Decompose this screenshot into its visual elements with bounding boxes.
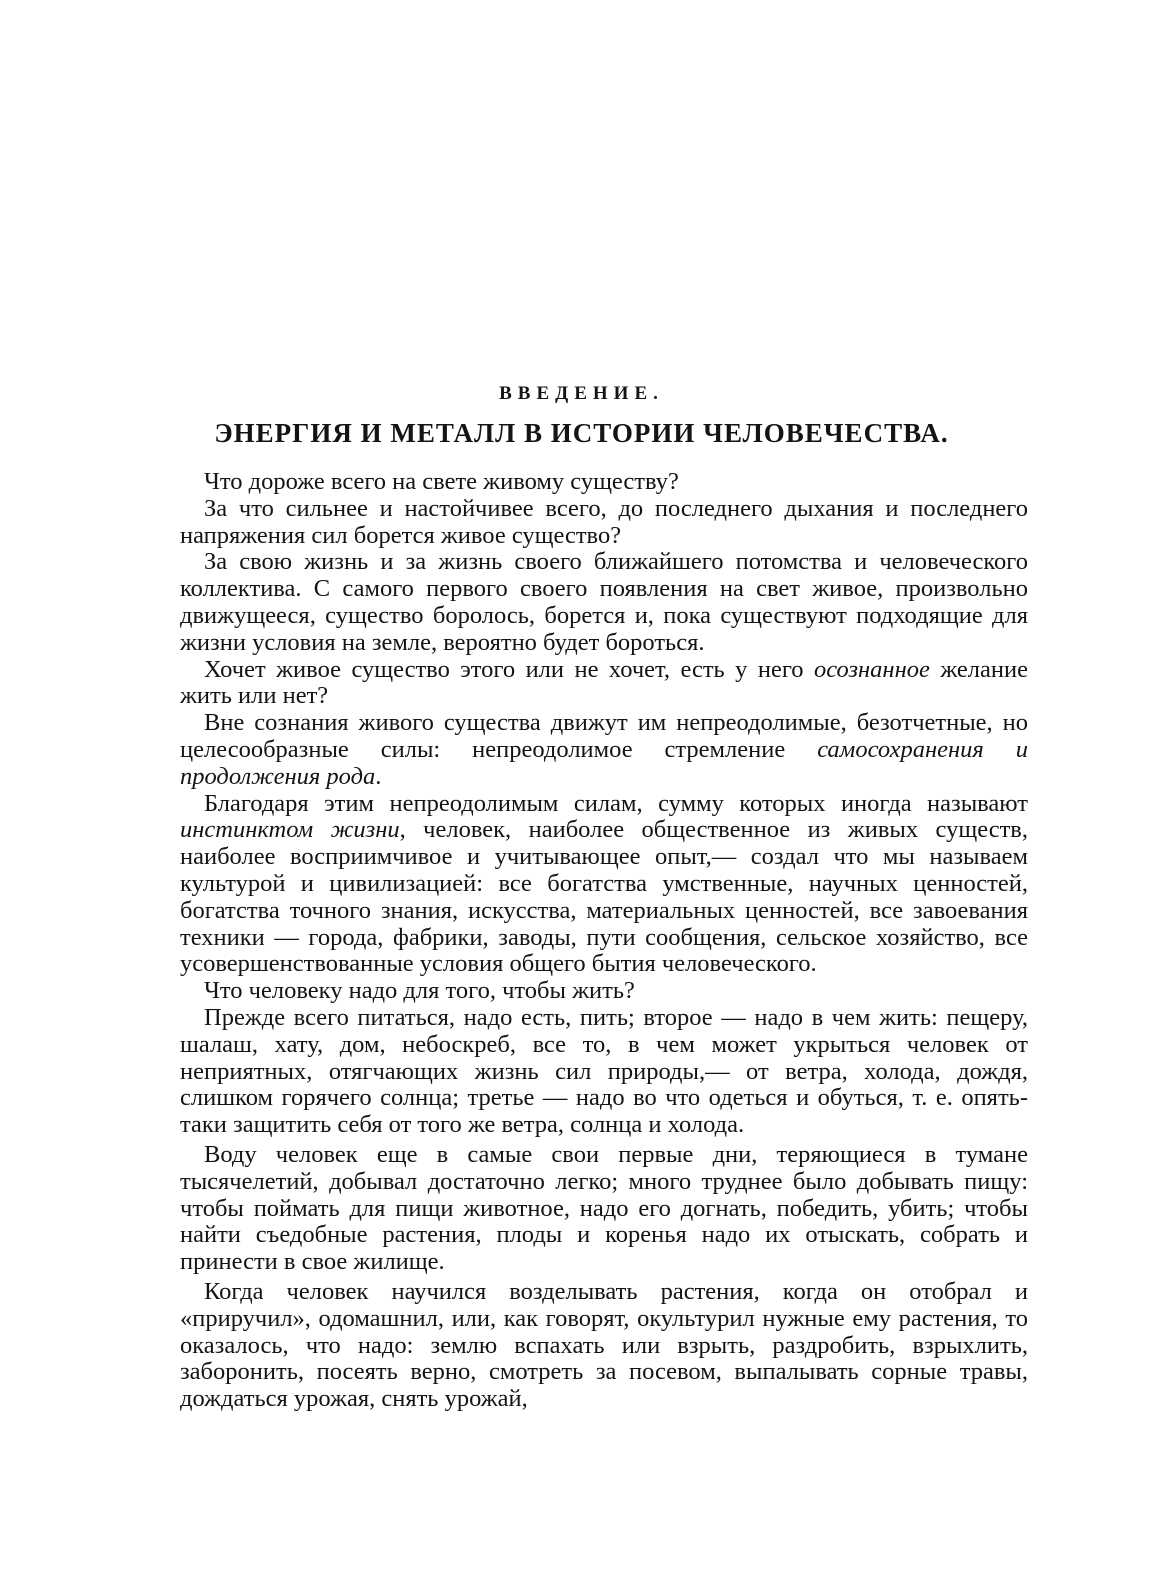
body-text (180, 469, 1028, 1413)
paragraph-9: Воду человек еще в самые свои первые дни, теряющиеся в тумане тысячелетий, добывал достаточно легко; много труднее было добывать пищу: чтобы поймать для пищи животное, надо его догнать, победить, убить; чтобы найти съедобные растения, плоды и коренья надо их отыскать, собрать и принести в свое жилище. (180, 1140, 1028, 1276)
paragraph-6-emphasis: инстинктом жизни (180, 816, 400, 844)
paragraph-4-emphasis: осознанное (814, 655, 930, 683)
paragraph-5 (180, 710, 1028, 790)
paragraph-7: Что человеку надо для того, чтобы жить? (204, 977, 635, 1005)
paragraph-3: За свою жизнь и за жизнь своего ближайшего потомства и человеческого коллектива. С самого первого своего появления на свет живое, произвольно движущееся, существо боролось, борется и, пока существуют подходящие для жизни условия на земле, вероятно будет бороться. (180, 548, 1028, 656)
paragraph-4 (180, 657, 1028, 711)
paragraph-6 (180, 791, 1028, 979)
paragraph-5-emphasis: самосохранения и продолжения рода (180, 735, 1028, 790)
paragraph-5-text-a: Вне сознания живого существа движут им непреодолимые, безотчетные, но целесообразные силы: непреодолимое стремление (180, 709, 1028, 763)
paragraph-5-text-b: . (375, 762, 382, 790)
chapter-title: ЭНЕРГИЯ И МЕТАЛЛ В ИСТОРИИ ЧЕЛОВЕЧЕСТВА. (214, 418, 949, 448)
paragraph-2: За что сильнее и настойчивее всего, до последнего дыхания и последнего напряжения сил борется живое существо? (180, 494, 1028, 549)
paragraph-1: Что дороже всего на свете живому существу? (204, 468, 679, 495)
paragraph-6-text-b: , человек, наиболее общественное из живых существ, наиболее восприимчивое и учитывающее опыт,— создал что мы называем культурой и цивилизацией: все богатства умственные, научных ценностей, богатства точного знания, искусства, материальных ценностей, все завоевания техники — города, фабрики, заводы, пути сообщения, сельское хозяйство, все усовершенствованные условия общего бытия человеческого. (180, 816, 1028, 978)
paragraph-4-text-a: Хочет живое существо этого или не хочет, есть у него (204, 655, 815, 683)
paragraph-6-text-a: Благодаря этим непреодолимым силам, сумму которых иногда называют (204, 789, 1028, 817)
paragraph-4-text-b: желание жить или нет? (180, 655, 1028, 710)
paragraph-10: Когда человек научился возделывать растения, когда он отобрал и «приручил», одомашнил, или, как говорят, окультурил нужные ему растения, то оказалось, что надо: землю вспахать или взрыть, раздробить, взрыхлить, заборонить, посеять верно, смотреть за посевом, выпалывать сорные травы, дождаться урожая, снять урожай, (180, 1277, 1028, 1413)
section-label: ВВЕДЕНИЕ. (499, 383, 664, 404)
paragraph-8: Прежде всего питаться, надо есть, пить; второе — надо в чем жить: пещеру, шалаш, хату, дом, небоскреб, все то, в чем может укрыться человек от неприятных, отягчающих жизнь сил природы,— от ветра, холода, дождя, слишком горячего солнца; третье — надо во что одеться и обуться, т. е. опять-таки защитить себя от того же ветра, солнца и холода. (180, 1003, 1028, 1139)
